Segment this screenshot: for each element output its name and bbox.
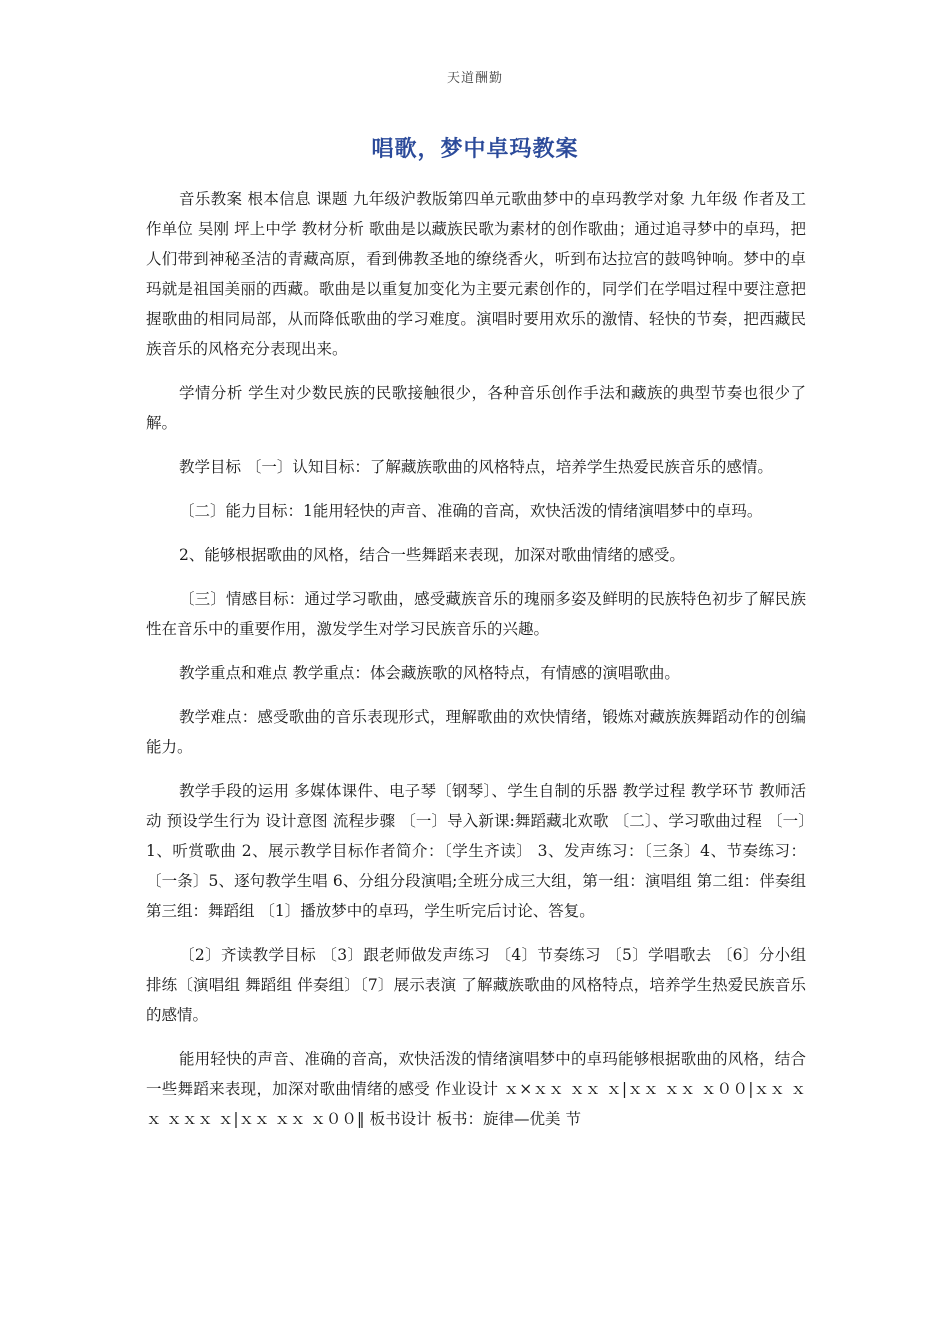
paragraph-process-steps: 〔2〕齐读教学目标 〔3〕跟老师做发声练习 〔4〕节奏练习 〔5〕学唱歌去 〔6〕分小组排练〔演唱组 舞蹈组 伴奏组〕〔7〕展示表演 了解藏族歌曲的风格特点，培养学生热爱民族音乐的感情。 [146,946,806,1024]
document-title: 唱歌，梦中卓玛教案 [371,137,579,162]
paragraph-student-analysis: 学情分析 学生对少数民族的民歌接触很少，各种音乐创作手法和藏族的典型节奏也很少了解。 [146,384,806,432]
paragraph-basic-info: 音乐教案 根本信息 课题 九年级沪教版第四单元歌曲梦中的卓玛教学对象 九年级 作者及工作单位 吴刚 坪上中学 教材分析 歌曲是以藏族民歌为素材的创作歌曲；通过追寻梦中的卓玛，把人们带到神秘圣洁的青藏高原，看到佛教圣地的缭绕香火，听到布达拉宫的鼓鸣钟响。梦中的卓玛就是祖国美丽的西藏。歌曲是以重复加变化为主要元素创作的，同学们在学唱过程中要注意把握歌曲的相同局部，从而降低歌曲的学习难度。演唱时要用欢乐的激情、轻快的节奏，把西藏民族音乐的风格充分表现出来。 [146,190,806,358]
paragraph-teaching-process: 教学手段的运用 多媒体课件、电子琴〔钢琴〕、学生自制的乐器 教学过程 教学环节 教师活动 预设学生行为 设计意图 流程步骤 〔一〕导入新课:舞蹈藏北欢歌 〔二〕、学习歌曲过程 〔一〕1、听赏歌曲 2、展示教学目标作者简介：〔学生齐读〕 3、发声练习：〔三条〕4、节奏练习：〔一条〕5、逐句教学生唱 6、分组分段演唱;全班分成三大组，第一组：演唱组 第二组：伴奏组 第三组：舞蹈组 〔1〕播放梦中的卓玛，学生听完后讨论、答复。 [146,782,806,920]
paragraph-difficulties: 教学难点：感受歌曲的音乐表现形式，理解歌曲的欢快情绪，锻炼对藏族族舞蹈动作的创编能力。 [146,708,806,756]
paragraph-ability-goal: 〔二〕能力目标：1能用轻快的声音、准确的音高，欢快活泼的情绪演唱梦中的卓玛。 [179,502,763,520]
page-header: 天道酬勤 [446,71,503,86]
paragraph-emotion-goal: 〔三〕情感目标：通过学习歌曲，感受藏族音乐的瑰丽多姿及鲜明的民族特色初步了解民族性在音乐中的重要作用，激发学生对学习民族音乐的兴趣。 [146,590,806,638]
paragraph-homework: 能用轻快的声音、准确的音高，欢快活泼的情绪演唱梦中的卓玛能够根据歌曲的风格，结合一些舞蹈来表现，加深对歌曲情绪的感受 作业设计 ｘ×ｘｘ ｘｘ ｘ|ｘｘ ｘｘ ｘ００|ｘｘ ｘｘ ｘｘｘ ｘ|ｘｘ ｘｘ ｘ００‖ 板书设计 板书：旋律—优美 节 [146,1050,806,1128]
document-body [146,184,806,1148]
paragraph-ability-goal-2: 2、能够根据歌曲的风格，结合一些舞蹈来表现，加深对歌曲情绪的感受。 [179,546,685,564]
paragraph-key-points: 教学重点和难点 教学重点：体会藏族歌的风格特点，有情感的演唱歌曲。 [179,664,680,682]
paragraph-teaching-goals: 教学目标 〔一〕认知目标：了解藏族歌曲的风格特点，培养学生热爱民族音乐的感情。 [179,458,773,476]
